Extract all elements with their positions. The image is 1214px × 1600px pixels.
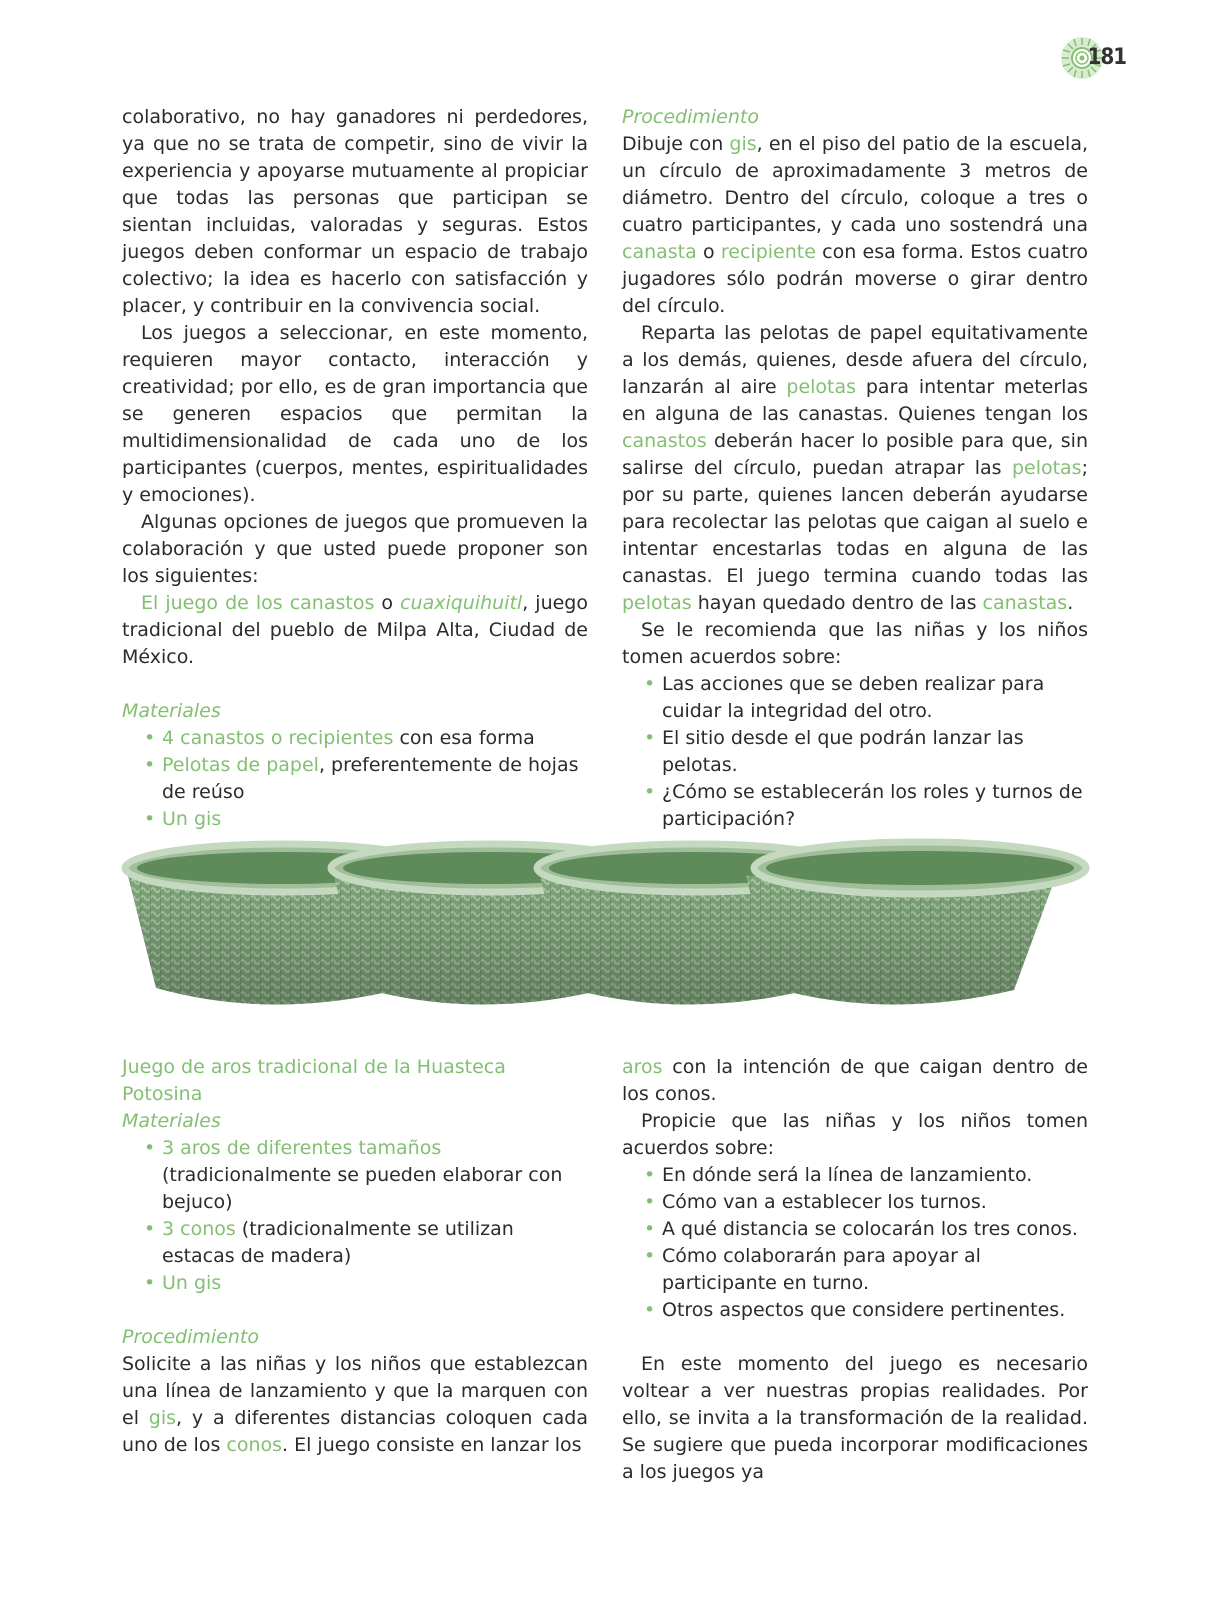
term: pelotas	[1011, 457, 1082, 479]
game-name-italic: cuaxiquihuitl	[400, 592, 523, 614]
materials-list	[122, 725, 588, 833]
list-item: • Las acciones que se deben realizar para cuidar la integridad del otro.	[662, 671, 1088, 725]
material-term: 3 conos	[162, 1218, 236, 1240]
term: recipiente	[720, 241, 816, 263]
text: , preferentemente de hojas de reúso	[162, 754, 579, 803]
text: (tradicionalmente se pueden elaborar con bejuco)	[162, 1164, 563, 1213]
term: pelotas	[622, 592, 692, 614]
paragraph	[622, 131, 1088, 320]
agreements-list	[622, 671, 1088, 833]
paragraph: En este momento del juego es necesario voltear a ver nuestras propias realidades. Por ello, se invita a la transformación de la realidad. Se sugiere que pueda incorporar modificaciones a los juegos ya	[622, 1353, 1088, 1483]
paragraph	[622, 1054, 1088, 1108]
text: , y a diferentes distancias coloquen cada uno de los	[122, 1407, 588, 1456]
text: .	[1067, 592, 1074, 614]
term: aros	[622, 1056, 663, 1078]
text: , en el piso del patio de la escuela, un círculo de aproximadamente 3 metros de diámetro. Dentro del círculo, coloque a tres o cuatro participantes, y cada uno sostendrá una	[622, 133, 1088, 236]
material-term: Pelotas de papel	[162, 754, 319, 776]
paragraph	[122, 1351, 588, 1459]
list-item	[162, 806, 588, 833]
right-column-top	[622, 104, 1088, 833]
text: con esa forma	[393, 727, 535, 749]
text: Reparta las pelotas de papel equitativamente a los demás, quienes, desde afuera del círculo, lanzarán al aire	[622, 322, 1088, 398]
procedimiento-heading: Procedimiento	[622, 106, 759, 128]
term: canastas	[982, 592, 1068, 614]
paragraph: Se le recomienda que las niñas y los niños tomen acuerdos sobre:	[622, 619, 1088, 668]
term: conos	[226, 1434, 283, 1456]
list-item	[162, 1135, 588, 1216]
paragraph: colaborativo, no hay ganadores ni perdedores, ya que no se trata de competir, sino de vivir la experiencia y apoyarse mutuamente al propiciar que todas las personas que participan se sientan incluidas, valoradas y seguras. Estos juegos deben conformar un espacio de trabajo colectivo; la idea es hacerlo con satisfacción y placer, y contribuir en la convivencia social.	[122, 106, 588, 317]
text: (tradicionalmente se utilizan estacas de madera)	[162, 1218, 514, 1267]
list-item: • A qué distancia se colocarán los tres conos.	[662, 1216, 1088, 1243]
text: ; por su parte, quienes lancen deberán ayudarse para recolectar las pelotas que caigan al suelo e intentar encestarlas todas en alguna de las canastas. El juego termina cuando todas las	[622, 457, 1088, 587]
text: Dibuje con	[622, 133, 730, 155]
game-title-link: El juego de los canastos	[141, 592, 375, 614]
list-item: • Cómo van a establecer los turnos.	[662, 1189, 1088, 1216]
list-item: • ¿Cómo se establecerán los roles y turnos de participación?	[662, 779, 1088, 833]
term: gis	[729, 133, 757, 155]
term: gis	[148, 1407, 177, 1429]
materiales-heading: Materiales	[122, 700, 221, 722]
term: canasta	[622, 241, 697, 263]
left-column-bottom	[122, 1054, 588, 1459]
text: o	[696, 241, 721, 263]
list-item: • Cómo colaborarán para apoyar al participante en turno.	[662, 1243, 1088, 1297]
text: para intentar meterlas en alguna de las canastas. Quienes tengan los	[622, 376, 1088, 425]
term: canastos	[622, 430, 707, 452]
text: . El juego consiste en lanzar los	[282, 1434, 582, 1456]
basket-illustration	[120, 838, 1100, 1028]
procedimiento-heading: Procedimiento	[122, 1326, 259, 1348]
agreements-list	[622, 1162, 1088, 1324]
paragraph	[122, 590, 588, 671]
material-term: 4 canastos o recipientes	[162, 727, 394, 749]
text: Solicite a las niñas y los niños que establezcan una línea de lanzamiento y que la marquen con el	[122, 1353, 588, 1429]
list-item: • Otros aspectos que considere pertinentes.	[662, 1297, 1088, 1324]
paragraph: Los juegos a seleccionar, en este momento, requieren mayor contacto, interacción y creatividad; por ello, es de gran importancia que se generen espacios que permitan la multidimensionalidad de cada uno de los participantes (cuerpos, mentes, espiritualidades y emociones).	[122, 322, 588, 506]
text: o	[374, 592, 401, 614]
paragraph: Algunas opciones de juegos que promueven la colaboración y que usted puede proponer son los siguientes:	[122, 511, 588, 587]
term: pelotas	[786, 376, 857, 398]
list-item: • El sitio desde el que podrán lanzar las pelotas.	[662, 725, 1088, 779]
text: deberán hacer lo posible para que, sin salirse del círculo, puedan atrapar las	[622, 430, 1088, 479]
list-item: • En dónde será la línea de lanzamiento.	[662, 1162, 1088, 1189]
materiales-heading: Materiales	[122, 1110, 221, 1132]
list-item	[162, 725, 588, 752]
left-column-top	[122, 104, 588, 833]
basket	[746, 842, 1086, 1005]
material-term: Un gis	[162, 808, 222, 830]
page-number: 181	[1087, 45, 1126, 70]
right-column-bottom	[622, 1054, 1088, 1486]
text: hayan quedado dentro de las	[691, 592, 983, 614]
material-term: Un gis	[162, 1272, 222, 1294]
text: con esa forma. Estos cuatro jugadores sólo podrán moverse o girar dentro del círculo.	[622, 241, 1088, 317]
text: , juego tradicional del pueblo de Milpa Alta, Ciudad de México.	[122, 592, 588, 668]
list-item	[162, 1216, 588, 1270]
list-item	[162, 752, 588, 806]
text: con la intención de que caigan dentro de los conos.	[622, 1056, 1088, 1105]
paragraph	[622, 320, 1088, 617]
section-title: Juego de aros tradicional de la Huasteca Potosina	[122, 1056, 506, 1105]
materials-list	[122, 1135, 588, 1297]
material-term: 3 aros de diferentes tamaños	[162, 1137, 442, 1159]
list-item	[162, 1270, 588, 1297]
paragraph: Propicie que las niñas y los niños tomen acuerdos sobre:	[622, 1110, 1088, 1159]
